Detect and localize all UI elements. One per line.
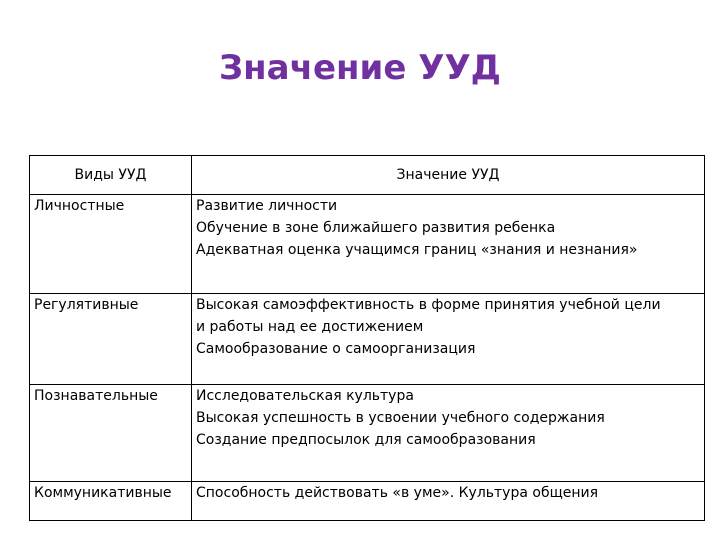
table-header-row — [30, 156, 705, 195]
meaning-line: Исследовательская культура — [196, 388, 414, 404]
meaning-line: Создание предпосылок для самообразования — [196, 432, 536, 448]
uud-meaning-cell — [192, 195, 705, 294]
meaning-line: Развитие личности — [196, 198, 338, 214]
uud-meaning-cell — [192, 385, 705, 482]
meaning-line: Самообразование о самоорганизация — [196, 341, 476, 357]
meaning-line: Высокая успешность в усвоении учебного содержания — [196, 410, 605, 426]
uud-type-cell: Коммуникативные — [30, 482, 192, 521]
uud-type-cell: Познавательные — [30, 385, 192, 482]
meaning-line: Способность действовать «в уме». Культура общения — [196, 485, 599, 501]
table-row — [30, 294, 705, 385]
table-row — [30, 385, 705, 482]
table-row — [30, 482, 705, 521]
header-uud-types: Виды УУД — [30, 156, 192, 195]
meaning-line: Обучение в зоне ближайшего развития ребенка — [196, 220, 556, 236]
table-row — [30, 195, 705, 294]
meaning-line: и работы над ее достижением — [196, 319, 424, 335]
uud-table — [29, 155, 705, 521]
meaning-line: Адекватная оценка учащимся границ «знания и незнания» — [196, 242, 638, 258]
uud-meaning-cell — [192, 482, 705, 521]
meaning-line: Высокая самоэффективность в форме принятия учебной цели — [196, 297, 661, 313]
slide-title: Значение УУД — [219, 48, 501, 88]
header-uud-meaning: Значение УУД — [192, 156, 705, 195]
uud-type-cell: Регулятивные — [30, 294, 192, 385]
uud-type-cell: Личностные — [30, 195, 192, 294]
uud-meaning-cell — [192, 294, 705, 385]
